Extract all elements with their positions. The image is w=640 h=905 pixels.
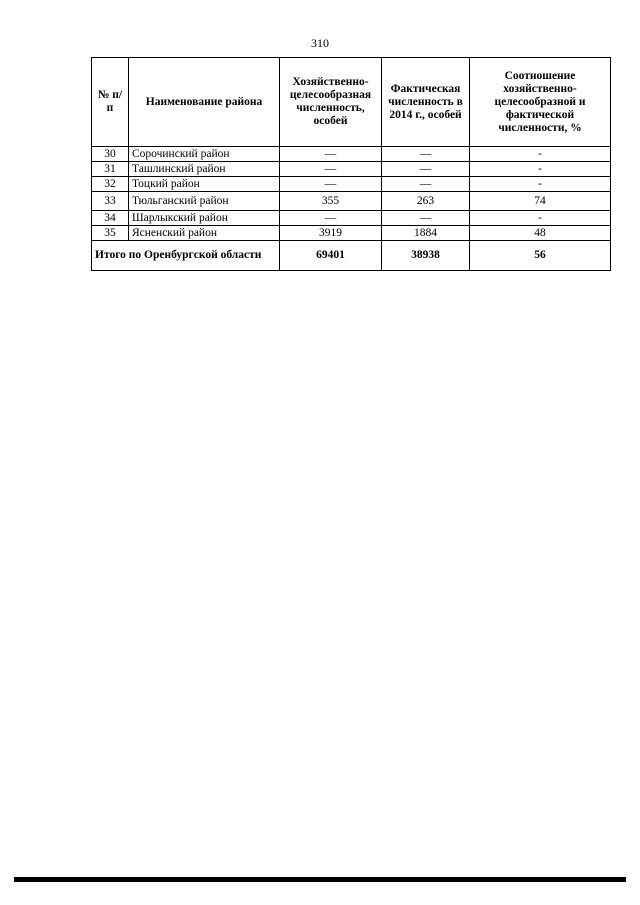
row-num: 32 xyxy=(92,177,129,192)
table-row xyxy=(92,147,611,162)
row-planned: — xyxy=(280,147,382,162)
table-row xyxy=(92,211,611,226)
row-num: 30 xyxy=(92,147,129,162)
row-ratio: 74 xyxy=(470,192,611,211)
row-planned: 3919 xyxy=(280,226,382,241)
header-row xyxy=(92,58,611,147)
total-ratio: 56 xyxy=(470,241,611,271)
row-name: Ясненский район xyxy=(129,226,280,241)
header-planned: Хозяйственно-целесообразная численность, особей xyxy=(280,58,382,147)
row-ratio: - xyxy=(470,147,611,162)
row-actual: 263 xyxy=(382,192,470,211)
row-num: 31 xyxy=(92,162,129,177)
row-name: Ташлинский район xyxy=(129,162,280,177)
row-actual: — xyxy=(382,177,470,192)
row-actual: 1884 xyxy=(382,226,470,241)
row-actual: — xyxy=(382,162,470,177)
row-planned: — xyxy=(280,211,382,226)
row-ratio: - xyxy=(470,162,611,177)
row-name: Тоцкий район xyxy=(129,177,280,192)
row-num: 33 xyxy=(92,192,129,211)
total-label: Итого по Оренбургской области xyxy=(92,241,280,271)
row-name: Тюльганский район xyxy=(129,192,280,211)
row-actual: — xyxy=(382,211,470,226)
header-actual: Фактическая численность в 2014 г., особей xyxy=(382,58,470,147)
row-planned: — xyxy=(280,177,382,192)
total-row xyxy=(92,241,611,271)
row-actual: — xyxy=(382,147,470,162)
row-ratio: - xyxy=(470,177,611,192)
total-planned: 69401 xyxy=(280,241,382,271)
table-row xyxy=(92,226,611,241)
row-num: 35 xyxy=(92,226,129,241)
row-planned: 355 xyxy=(280,192,382,211)
header-num: № п/п xyxy=(92,58,129,147)
row-name: Шарлыкский район xyxy=(129,211,280,226)
header-ratio: Соотношение хозяйственно-целесообразной и фактической численности, % xyxy=(470,58,611,147)
bottom-rule xyxy=(14,877,626,882)
header-name: Наименование района xyxy=(129,58,280,147)
row-planned: — xyxy=(280,162,382,177)
table-row xyxy=(92,192,611,211)
row-num: 34 xyxy=(92,211,129,226)
wildlife-population-table xyxy=(91,57,611,271)
row-ratio: 48 xyxy=(470,226,611,241)
table-row xyxy=(92,162,611,177)
total-actual: 38938 xyxy=(382,241,470,271)
row-ratio: - xyxy=(470,211,611,226)
page-number: 310 xyxy=(311,36,329,50)
table-row xyxy=(92,177,611,192)
row-name: Сорочинский район xyxy=(129,147,280,162)
